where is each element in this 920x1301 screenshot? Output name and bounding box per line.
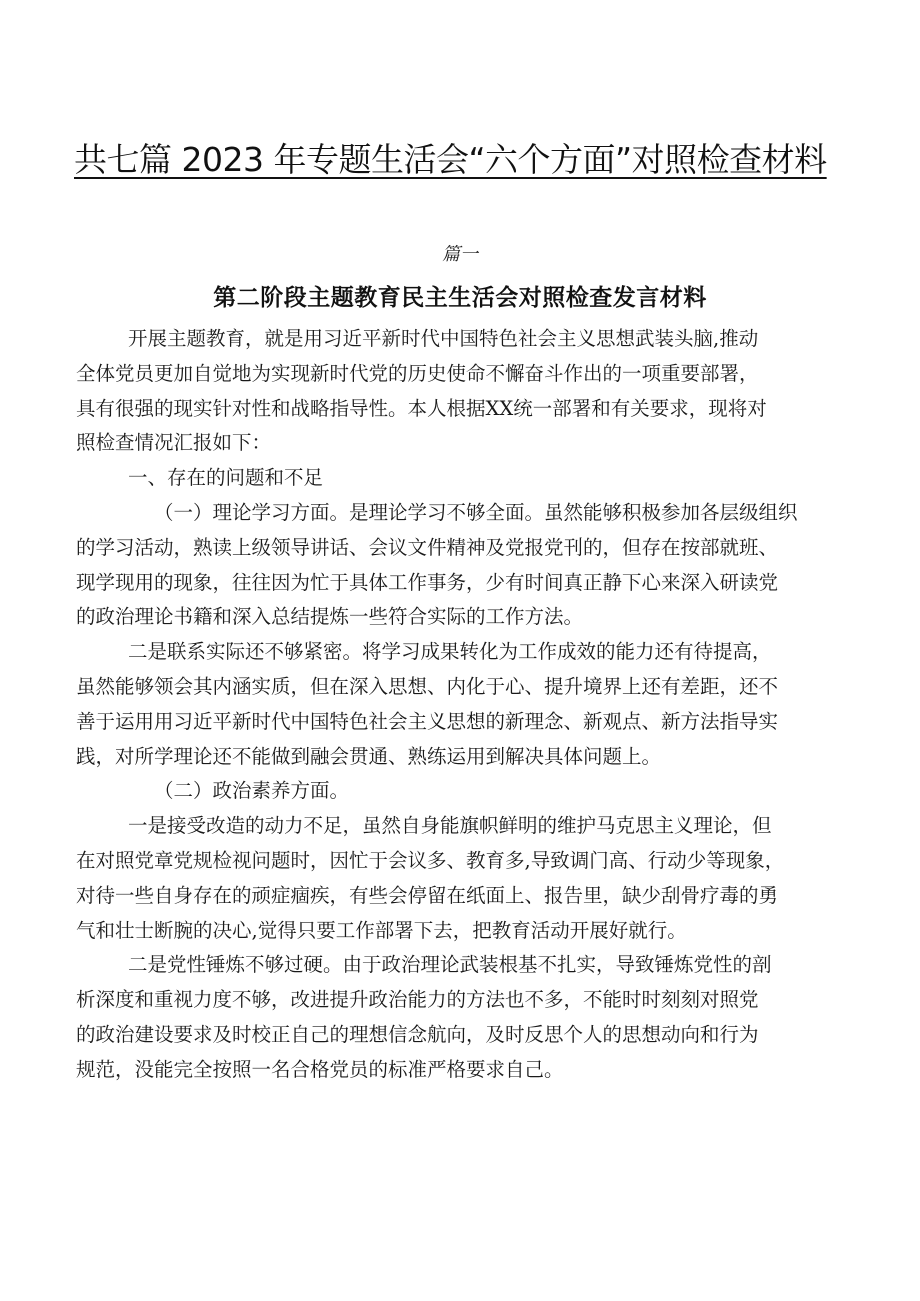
paragraph-line: 的学习活动，熟读上级领导讲话、会议文件精神及党报党刊的，但存在按部就班、	[76, 535, 779, 559]
paragraph-line: 的政治建设要求及时校正自己的理想信念航向，及时反思个人的思想动向和行为	[76, 1022, 759, 1046]
paragraph-line: 全体党员更加自觉地为实现新时代党的历史使命不懈奋斗作出的一项重要部署，	[76, 361, 759, 385]
body-text	[76, 322, 856, 1088]
paragraph-line: 析深度和重视力度不够，改进提升政治能力的方法也不多，不能时时刻刻对照党	[76, 988, 759, 1012]
paragraph-line: 善于运用用习近平新时代中国特色社会主义思想的新理念、新观点、新方法指导实	[76, 709, 779, 733]
paragraph-line: 的政治理论书籍和深入总结提炼一些符合实际的工作方法。	[76, 605, 584, 629]
paragraph-line: 开展主题教育，就是用习近平新时代中国特色社会主义思想武装头脑,推动	[128, 327, 759, 350]
subsection-heading: （二）政治素养方面。	[154, 779, 350, 803]
paragraph-line: 二是党性锤炼不够过硬。由于政治理论武装根基不扎实，导致锤炼党性的剖	[128, 953, 772, 977]
paragraph-line: 对待一些自身存在的顽症痼疾，有些会停留在纸面上、报告里，缺少刮骨疗毒的勇	[76, 883, 779, 907]
paragraph-line: 践，对所学理论还不能做到融会贯通、熟练运用到解决具体问题上。	[76, 744, 662, 768]
paragraph-line: 现学现用的现象，往往因为忙于具体工作事务，少有时间真正静下心来深入研读党	[76, 570, 779, 594]
section-label: 篇一	[442, 244, 478, 265]
document-title: 共七篇 2023 年专题生活会“六个方面”对照检查材料	[74, 140, 827, 179]
paragraph-line: 气和壮士断腕的决心,觉得只要工作部署下去，把教育活动开展好就行。	[76, 918, 687, 942]
paragraph-line: 规范，没能完全按照一名合格党员的标准严格要求自己。	[76, 1057, 564, 1081]
paragraph-line: 二是联系实际还不够紧密。将学习成果转化为工作成效的能力还有待提高，	[128, 640, 772, 664]
paragraph-line: 具有很强的现实针对性和战略指导性。本人根据XX统一部署和有关要求，现将对	[76, 396, 767, 420]
paragraph-line: 虽然能够领会其内涵实质，但在深入思想、内化于心、提升境界上还有差距，还不	[76, 674, 779, 698]
paragraph-line: 照检查情况汇报如下：	[76, 431, 272, 455]
section-title: 第二阶段主题教育民主生活会对照检查发言材料	[213, 285, 707, 311]
paragraph-line: 在对照党章党规检视问题时，因忙于会议多、教育多,导致调门高、行动少等现象，	[76, 848, 785, 872]
paragraph-line: 一是接受改造的动力不足，虽然自身能旗帜鲜明的维护马克思主义理论，但	[128, 814, 772, 838]
section-heading: 一、存在的问题和不足	[128, 466, 324, 490]
paragraph-line: （一）理论学习方面。是理论学习不够全面。虽然能够积极参加各层级组织	[154, 500, 798, 524]
